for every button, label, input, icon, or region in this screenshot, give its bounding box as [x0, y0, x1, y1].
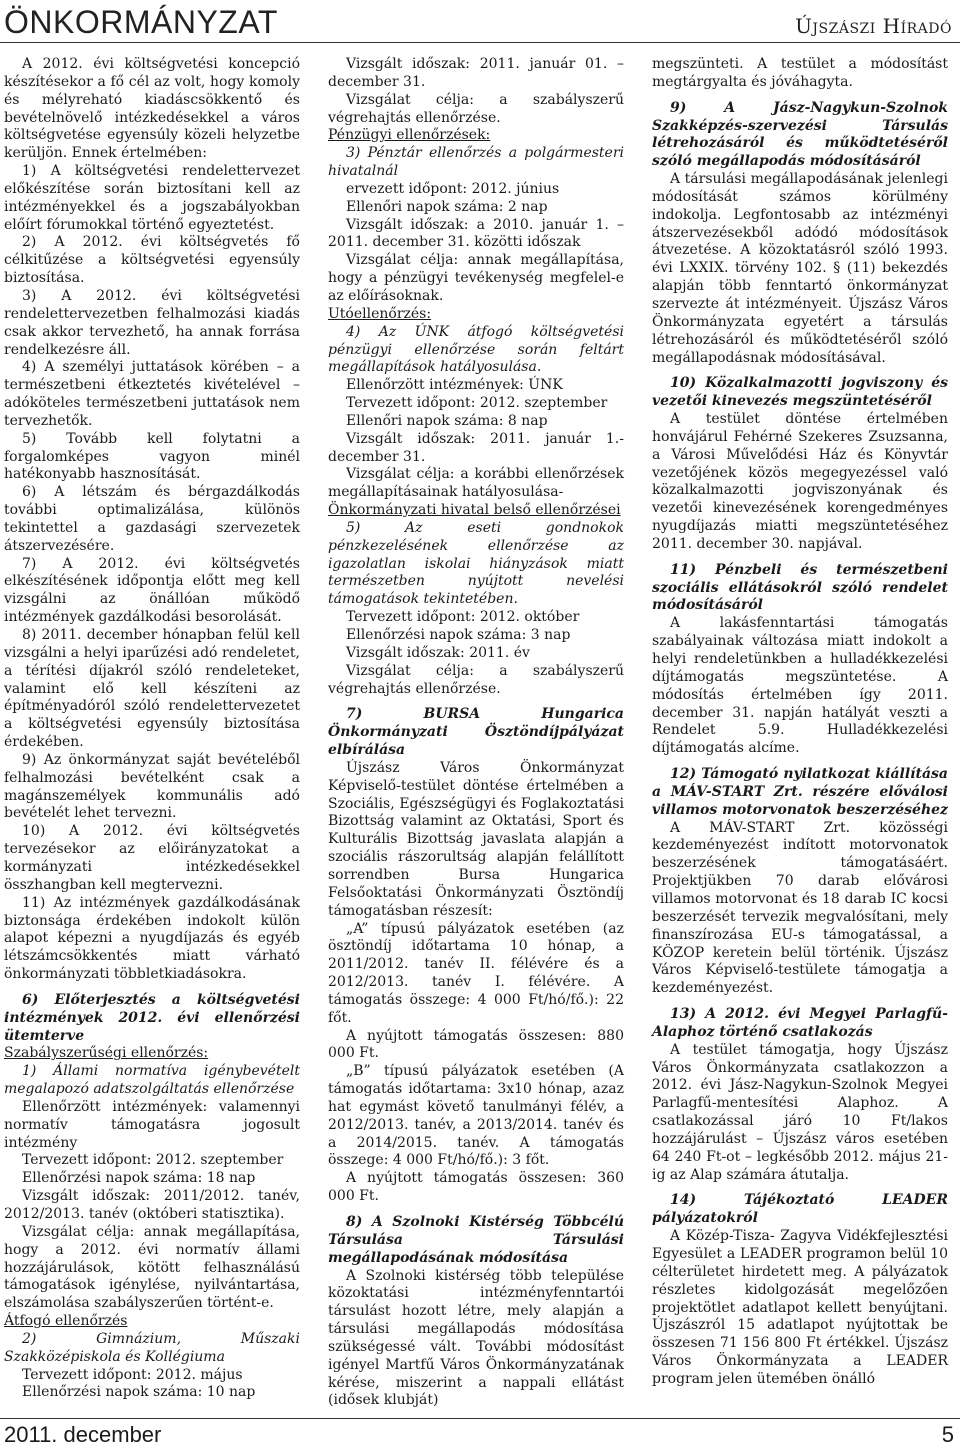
section-heading: 12) Támogató nyilatkozat kiállítása a MÁV-START Zrt. részére előválosi villamos motorvonatok beszerzéséhez: [652, 766, 948, 818]
paragraph: Ellenőri napok száma: 8 nap: [346, 412, 548, 429]
paragraph: A testület támogatja, hogy Újszász Város Önkormányzata csatlakozzon a 2012. évi Jász-Nagykun-Szolnok Megyei Parlagfű-mentesítési Alaphoz. A csatlakozással járó 10 Ft/lakos hozzájárulást – Újszász város esetében 64 240 Ft-ot – legkésőbb 2012. május 21-ig az Alap számára átutalja.: [652, 1041, 948, 1183]
paragraph: ervezett időpont: 2012. június: [346, 180, 560, 197]
footer-rule: [0, 1418, 960, 1419]
column-right: [652, 56, 948, 1389]
paragraph: Újszász Város Önkormányzat Képviselő-testület döntése értelmében a Szociális, Egészségügyi és Foglakoztatási Bizottság valamint az Oktatási, Sport és Kulturális Bizottság javaslata alapján a szociális rászorultság alapján felállított sorrendben Bursa Hungarica Felsőoktatási Önkormányzati Ösztöndíj támogatásban részesít:: [328, 759, 624, 919]
paragraph: A MÁV-START Zrt. közösségi kezdeményezést indított motorvonatok beszerzésének támogatásáért. Projektjükben 70 darab elővárosi villamos motorvonat és 18 darab IC kocsi beszerzését tervezik megvalósítani, mely finanszírozása EU-s támogatással, a KÖZOP keretein belül történik. Újszász Város Képviselő-testülete támogatja a kezdeményezést.: [652, 819, 948, 997]
paragraph: Vizsgálat célja: a szabályszerű végrehajtás ellenőrzése.: [328, 91, 624, 126]
header-rule: [0, 42, 960, 43]
page-header: [0, 0, 960, 48]
paragraph: A Közép-Tisza- Zagyva Vidékfejlesztési Egyesület a LEADER programon belül 10 célterületet hirdetett meg. A pályázatok részletes kidolgozását megelőzően projektötlet adatlapot kellett benyújtani. Újszászról 15 adatlapot nyújtottak be összesen 71 156 800 Ft értékkel. Újszász Város Önkormányzata a LEADER program jelen ütemében önálló: [652, 1228, 948, 1387]
paragraph: 9) Az önkormányzat saját bevételéből felhalmozási bevételként csak a magánszemélyek kommunális adó bevételét lehet tervezni.: [4, 751, 300, 822]
section-heading: 11) Pénzbeli és természetbeni szociális ellátásokról szóló rendelet módosításáról: [652, 561, 948, 614]
section-title: ÖNKORMÁNYZAT: [4, 4, 278, 40]
paragraph: Vizsgált időszak: 2011/2012. tanév, 2012/2013. tanév (októberi statisztika).: [4, 1188, 300, 1222]
paragraph: Szabályszerűségi ellenőrzés:: [4, 1045, 209, 1062]
paragraph: 1) Állami normatíva igénybevételt megalapozó adatszolgáltatás ellenőrzése: [4, 1063, 300, 1098]
paragraph: megszünteti. A testület a módosítást megtárgyalta és jóváhagyta.: [652, 56, 948, 90]
paragraph: Ellenőrzött intézmények: ÚNK: [346, 377, 563, 394]
section-heading: 6) Előterjesztés a költségvetési intézmények 2012. évi ellenőrzési ütemterve: [4, 991, 300, 1044]
paragraph: 3) A 2012. évi költségvetési rendelettervezetben felhalmozási kiadás csak akkor tervezhető, ha annak forrása rendelkezésre áll.: [4, 287, 300, 358]
paragraph: Vizsgált időszak: 2011. év: [346, 644, 530, 661]
paragraph: Önkormányzati hivatal belső ellenőrzései: [328, 502, 621, 519]
paragraph: Vizsgálat célja: a korábbi ellenőrzések megállapításainak hatályosulása-: [328, 466, 624, 501]
column-middle: [328, 56, 624, 1410]
publication-name: Újszászi Híradó: [795, 14, 952, 38]
paragraph: 7) A 2012. évi költségvetés elkészítésének időpontja előtt meg kell vizsgálni az önállóan működő intézmények gazdálkodási besorolását.: [4, 555, 300, 626]
paragraph: 11) Az intézmények gazdálkodásának biztonsága érdekében indokolt külön alapot képezni a nyugdíjazás és egyéb létszámcsökkentés miatt várható önkormányzati többletkiadásokra.: [4, 894, 300, 983]
paragraph: 8) 2011. december hónapban felül kell vizsgálni a helyi iparűzési adó rendeletet, a térítési díjakról szóló rendeleteket, valamint elő kell készíteni az építményadóról szóló rendelettervezetet a költségvetési egyensúly biztosítása érdekében.: [4, 627, 300, 751]
paragraph: 5) Az eseti gondnokok pénzkezelésének ellenőrzése az igazolatlan iskolai hiányzások miatt természetben nyújtott nevelési támogatások tekintetében.: [328, 519, 624, 608]
paragraph: A nyújtott támogatás összesen: 360 000 Ft.: [328, 1170, 624, 1205]
paragraph: Vizsgált időszak: a 2010. január 1. – 2011. december 31. közötti időszak: [328, 216, 624, 251]
paragraph: „A” típusú pályázatok esetében (az ösztöndíj időtartama 10 hónap, a 2011/2012. tanév II. félévére és a 2012/2013. tanév I. félévére. A támogatás összege: 4 000 Ft/hó/fő.): 22 főt.: [328, 920, 624, 1026]
paragraph: 1) A költségvetési rendelettervezet előkészítése során biztosítani kell az intézményekkel és a jogszabályokban előírt fórumokkal történő egyeztetést.: [4, 163, 300, 233]
paragraph: A társulási megállapodásának jelenlegi módosítását számos körülmény indokolja. Legfontosabb az intézményi átszervezésekből adódó módosítások átvezetése. A közoktatásról szóló 1993. évi LXXIX. törvény 102. § (11) bekezdés alapján több fenntartó önkormányzat szervezte át intézményeit. Újszász Város Önkormányzata egyetért a társulás létrehozásáról és működtetéséről szóló megállapodásnak módosításával.: [652, 171, 948, 366]
paragraph: „B” típusú pályázatok esetében (A támogatás időtartama: 3x10 hónap, azaz hat egymást követő tanulmányi félév, a 2012/2013. tanév, a 2013/2014. tanév és a 2014/2015. tanév. A támogatás összege: 4 000 Ft/hó/fő.): 3 főt.: [328, 1063, 624, 1169]
paragraph: Ellenőrzési napok száma: 3 nap: [346, 627, 571, 643]
paragraph: Átfogó ellenőrzés: [4, 1313, 128, 1330]
paragraph: 2) Gimnázium, Műszaki Szakközépiskola és Kollégiuma: [4, 1330, 300, 1365]
paragraph: 4) A személyi juttatások körében – a természetbeni étkeztetés kivételével – adóköteles természetbeni juttatások nem tervezhetők.: [4, 359, 300, 429]
paragraph: Vizsgálat célja: annak megállapítása, hogy a 2012. évi normatív állami hozzájárulások, kötött felhasználású támogatások igénylése, nyilvántartása, elszámolása szabályszerűen történt-e.: [4, 1223, 300, 1312]
section-heading: 13) A 2012. évi Megyei Parlagfű-Alaphoz történő csatlakozás: [652, 1006, 948, 1040]
paragraph: Ellenőri napok száma: 2 nap: [346, 198, 548, 215]
paragraph: A Szolnoki kistérség több települése közoktatási intézményfenntartói társulást hozott létre, mely alapján a társulási megállapodás módosítása szükségessé vált. További módosítást igényel Martfű Város Önkormányzatának kérése, miszerint a nappali ellátást (idősek klubját): [328, 1267, 624, 1409]
issue-date: 2011. december: [4, 1422, 162, 1447]
section-heading: 8) A Szolnoki Kistérség Többcélú Társulása Társulási megállapodásának módosítása: [328, 1214, 624, 1266]
paragraph: 4) Az ÚNK átfogó költségvetési pénzügyi ellenőrzése során feltárt megállapítások hatályosulása.: [328, 323, 624, 376]
section-heading: 9) A Jász-Nagykun-Szolnok Szakképzés-szervezési Társulás létrehozásáról és működtetéséről szóló megállapodás módosításáról: [652, 99, 948, 170]
paragraph: A testület döntése értelmében honvájárul Fehérné Szekeres Zsuzsanna, a Városi Művelődési Ház és Könyvtár vezetőjének közös megegyezéssel való közalkalmazotti jogviszonyának és vezetői kinevezésének korengedményes nyugdíjazás miatti megszüntetéséhez 2011. december 30. napjával.: [652, 411, 948, 552]
paragraph: Ellenőrzési napok száma: 18 nap: [22, 1170, 256, 1187]
paragraph: Vizsgált időszak: 2011. január 01. – december 31.: [328, 56, 624, 90]
paragraph: Vizsgálat célja: annak megállapítása, hogy a pénzügyi tevékenység megfelel-e az előírásoknak.: [328, 252, 624, 304]
column-left: [4, 56, 300, 1402]
paragraph: Pénzügyi ellenőrzések:: [328, 127, 491, 144]
page-number: 5: [941, 1422, 954, 1447]
paragraph: Ellenőrzött intézmények: valamennyi normatív támogatásra jogosult intézmény: [4, 1098, 300, 1151]
paragraph: Utóellenőrzés:: [328, 305, 432, 322]
paragraph: 3) Pénztár ellenőrzés a polgármesteri hivatalnál: [328, 145, 624, 180]
section-heading: 10) Közalkalmazotti jogviszony és vezetői kinevezés megszüntetéséről: [652, 375, 948, 410]
paragraph: Ellenőrzési napok száma: 10 nap: [22, 1384, 256, 1401]
section-heading: 14) Tájékoztató LEADER pályázatokról: [652, 1192, 948, 1227]
paragraph: 2) A 2012. évi költségvetés fő célkitűzése a költségvetési egyensúly biztosítása.: [4, 234, 300, 287]
paragraph: 10) A 2012. évi költségvetés tervezésekor az előirányzatokat a kormányzati intézkedésekkel összhangban kell megtervezni.: [4, 823, 300, 893]
paragraph: 5) Tovább kell folytatni a forgalomképes vagyon minél hatékonyabb hasznosítását.: [4, 430, 300, 483]
paragraph: 6) A létszám és bérgazdálkodás további optimalizálása, különös tekintettel a gazdasági szervezetek átszervezésére.: [4, 484, 300, 554]
paragraph: A lakásfenntartási támogatás szabályainak változása miatt indokolt a helyi rendeletünkben a hulladékkezelési díjtámogatás megszüntetése. A módosítás értelmében így 2011. december 31. napján hatályát veszti a Rendelet 5.9. Hulladékkezelési díjtámogatás alcíme.: [652, 615, 948, 757]
paragraph: A 2012. évi költségvetési koncepció készítésekor a fő cél az volt, hogy komoly és mélyreható kiadáscsökkentő és bevételnövelő intézkedésekkel a város költségvetése egyensúly közeli helyzetbe kerüljön. Ennek értelmében:: [4, 56, 300, 162]
section-heading: 7) BURSA Hungarica Önkormányzati Ösztöndíjpályázat elbírálása: [328, 706, 624, 759]
paragraph: Tervezett időpont: 2012. szeptember: [346, 395, 608, 412]
paragraph: A nyújtott támogatás összesen: 880 000 Ft.: [328, 1027, 624, 1062]
paragraph: Vizsgált időszak: 2011. január 1.-december 31.: [328, 430, 624, 465]
page-footer: [0, 1418, 960, 1449]
paragraph: Vizsgálat célja: a szabályszerű végrehajtás ellenőrzése.: [328, 662, 624, 697]
paragraph: Tervezett időpont: 2012. május: [22, 1366, 243, 1383]
paragraph: Tervezett időpont: 2012. szeptember: [22, 1152, 284, 1169]
paragraph: Tervezett időpont: 2012. október: [346, 609, 580, 626]
